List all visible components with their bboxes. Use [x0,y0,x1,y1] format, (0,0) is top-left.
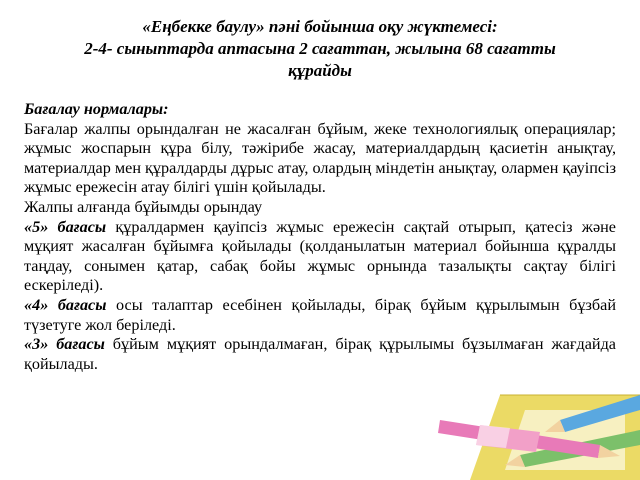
green-pencil-icon [505,430,640,467]
paragraph-grade-4 [24,296,616,335]
title-line-1: «Еңбекке баулу» пәні бойынша оқу жүктемесі: [142,17,498,36]
document-title [20,16,620,82]
blue-pencil-icon [545,395,640,432]
grade-5-text: құралдармен қауіпсіз жұмыс ережесін сақтай отырып, қатесіз және мұқият жасалған бұйымға қойылады (қолданылатын материал бойынша құралды таңдау, сонымен қатар, сабақ бойы жұмыс орнында тазалықты сақтау білігі ескеріледі). [24,217,616,295]
document-body [24,100,616,374]
pink-pencil-icon [438,420,620,458]
title-line-3: құрайды [288,61,352,80]
paragraph-intro: Жалпы алғанда бұйымды орындау [24,197,263,216]
eraser-icon [476,425,540,452]
paragraph-grade-3 [24,335,616,374]
paragraph-general: Бағалар жалпы орындалған не жасалған бұйым, жеке технологиялық операциялар; жұмыс жоспарын құра білу, тәжірибе жасау, материалдардың қасиетін анықтау, материалдар мен құралдарды дұрыс атау, олардың міндетін анықтау, олармен қауіпсіз жұмыс ережесін атау білігі үшін қойылады. [24,119,616,197]
grade-3-label: «3» бағасы [24,335,105,354]
grade-5-label: «5» бағасы [24,217,107,236]
grade-3-text: бұйым мұқият орындалмаған, бірақ құрылымы бұзылмаған жағдайда қойылады. [24,335,616,373]
triangle-ruler-icon [470,395,640,480]
paragraph-grade-5 [24,218,616,296]
grade-4-label: «4» бағасы [24,295,107,314]
title-line-2: 2-4- сыныптарда аптасына 2 сағаттан, жылына 68 сағатты [84,39,556,58]
section-subtitle: Бағалау нормалары: [24,100,169,118]
grade-4-text: осы талаптар есебінен қойылады, бірақ бұйым құрылымын бұзбай түзетуге жол беріледі. [24,295,616,334]
